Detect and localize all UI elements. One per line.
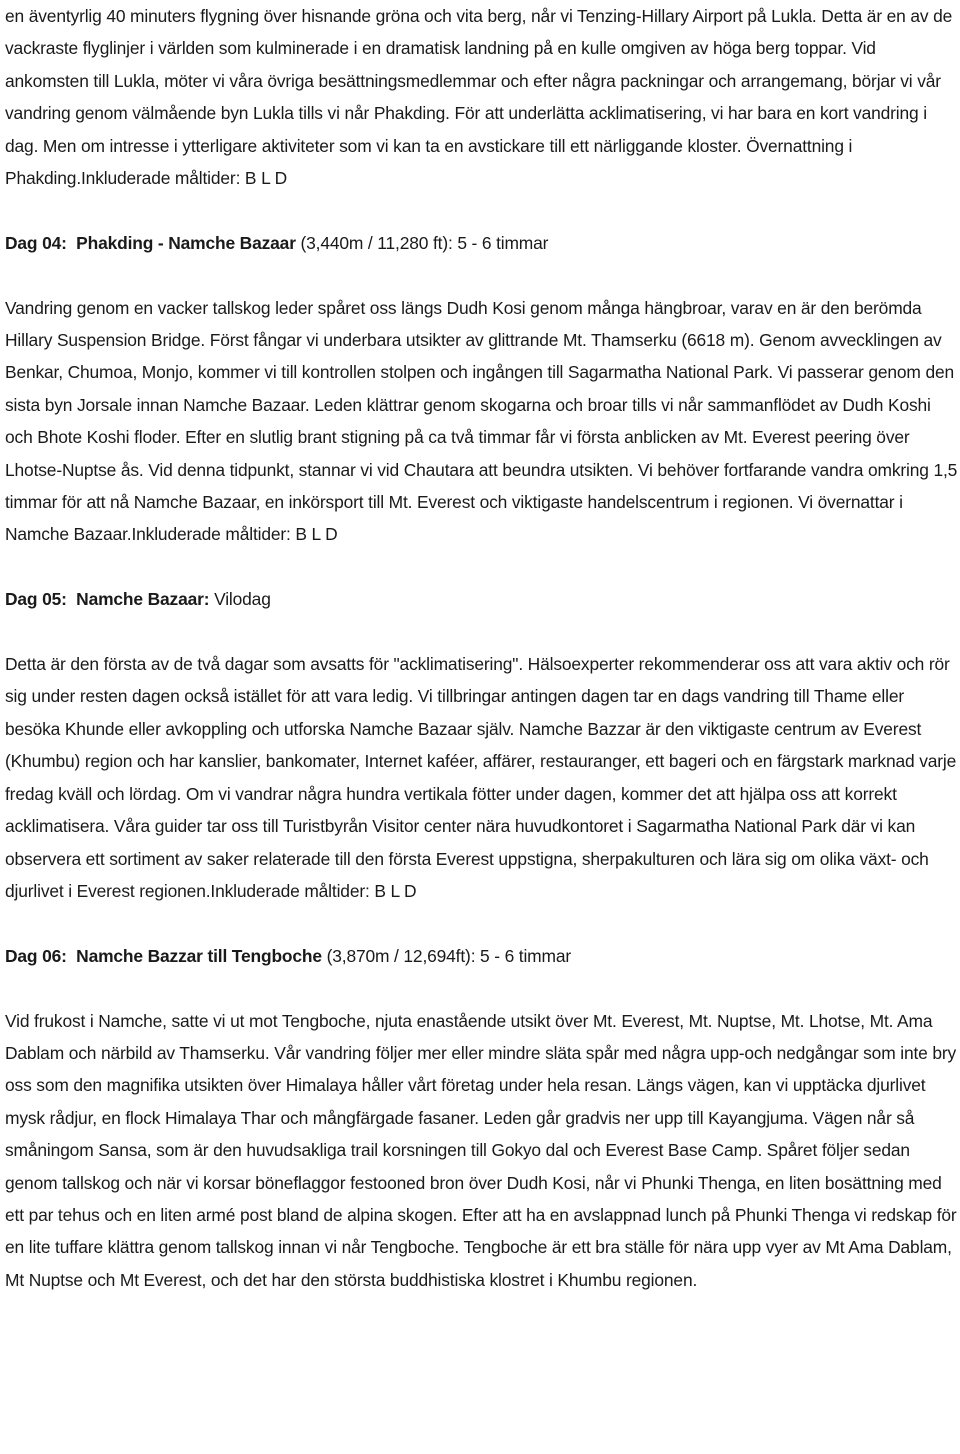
day-paragraph-04: Vandring genom en vacker tallskog leder spåret oss längs Dudh Kosi genom många hängbroar, varav en är den berömda Hillary Suspension Bridge. Först fångar vi underbara utsikter av glittrande Mt. Thamserku (6618 m). Genom avvecklingen av Benkar, Chumoa, Monjo, kommer vi till kontrollen stolpen och ingången till Sagarmatha National Park. Vi passerar genom den sista byn Jorsale innan Namche Bazaar. Leden klättrar genom skogarna och broar tills vi når sammanflödet av Dudh Koshi och Bhote Koshi floder. Efter en slutlig brant stigning på ca två timmar får vi första anblicken av Mt. Everest peering över Lhotse-Nuptse ås. Vid denna tidpunkt, stannar vi vid Chautara att beundra utsikten. Vi behöver fortfarande vandra omkring 1,5 timmar för att nå Namche Bazaar, en inkörsport till Mt. Everest och viktigaste handelscentrum i regionen. Vi övernattar i Namche Bazaar.Inkluderade måltider: B L D (5, 297, 958, 545)
day-label: Dag 04: (5, 232, 67, 253)
day-paragraph-05: Detta är den första av de två dagar som avsatts för "acklimatisering". Hälsoexperter rekommenderar oss att vara aktiv och rör sig under resten dagen också istället för att vara ledig. Vi tillbringar antingen dagen tar en dags vandring till Thame eller besöka Khunde eller avkoppling och utforska Namche Bazaar själv. Namche Bazzar är den viktigaste centrum av Everest (Khumbu) region och har kanslier, bankomater, Internet kaféer, affärer, restauranger, ett bageri och en färgstark marknad varje fredag kväll och lördag. Om vi vandrar några hundra vertikala fötter under dagen, kommer det att hjälpa oss att korrekt acklimatisera. Våra guider tar oss till Turistbyrån Visitor center nära huvudkontoret i Sagarmatha National Park där vi kan observera ett sortiment av saker relaterade till den första Everest uppstigna, sherpakulturen och lära sig om olika växt- och djurlivet i Everest regionen.Inkluderade måltider: B L D (5, 654, 957, 901)
spacer (5, 972, 960, 1004)
day-route: Phakding - Namche Bazaar (76, 232, 296, 253)
day-heading-04 (5, 227, 960, 259)
day-details: (3,440m / 11,280 ft): 5 - 6 timmar (295, 232, 549, 253)
day-route: Namche Bazzar till Tengboche (76, 945, 322, 966)
spacer (5, 259, 960, 291)
day-paragraph-06: Vid frukost i Namche, satte vi ut mot Tengboche, njuta enastående utsikt över Mt. Everest, Mt. Nuptse, Mt. Lhotse, Mt. Ama Dablam och närbild av Thamserku. Vår vandring följer mer eller mindre släta spår med några upp-och nedgångar som inte bry oss som den magnifika utsikten över Himalaya håller vårt företag under hela resan. Längs vägen, kan vi upptäcka djurlivet mysk rådjur, en flock Himalaya Thar och mångfärgade fasaner. Leden går gradvis ner upp till Kayangjuma. Vägen når så småningom Sansa, som är den huvudsakliga trail korsningen till Gokyo dal och Everest Base Camp. Spåret följer sedan genom tallskog och när vi korsar böneflaggor festooned bron över Dudh Kosi, når vi Phunki Thenga, en liten bosättning med ett par tehus och en liten armé post bland de alpina skogen. Efter att ha en avslappnad lunch på Phunki Thenga vi redskap för en lite tuffare klättra genom tallskog innan vi når Tengboche. Tengboche är ett bra ställe för nära upp vyer av Mt Ama Dablam, Mt Nuptse och Mt Everest, och det har den största buddhistiska klostret i Khumbu regionen. (5, 1010, 957, 1290)
day-details: (3,870m / 12,694ft): 5 - 6 timmar (321, 945, 572, 966)
spacer (5, 907, 960, 939)
spacer (5, 551, 960, 583)
spacer (5, 616, 960, 648)
day-label: Dag 05: (5, 589, 67, 610)
day-route: Namche Bazaar: (76, 589, 210, 610)
intro-paragraph: en äventyrlig 40 minuters flygning över hisnande gröna och vita berg, når vi Tenzing-Hillary Airport på Lukla. Detta är en av de vackraste flyglinjer i världen som kulminerade i en dramatisk landning på en kulle omgiven av höga berg toppar. Vid ankomsten till Lukla, möter vi våra övriga besättningsmedlemmar och efter några packningar och arrangemang, börjar vi vår vandring genom välmående byn Lukla tills vi når Phakding. För att underlätta acklimatisering, vi har bara en kort vandring i dag. Men om intresse i ytterligare aktiviteter som vi kan ta en avstickare till ett närliggande kloster. Övernattning i Phakding.Inkluderade måltider: B L D (5, 6, 953, 189)
day-details: Vilodag (209, 589, 271, 610)
spacer (5, 194, 960, 226)
day-heading-06 (5, 940, 960, 972)
day-heading-05 (5, 583, 960, 615)
day-label: Dag 06: (5, 945, 67, 966)
